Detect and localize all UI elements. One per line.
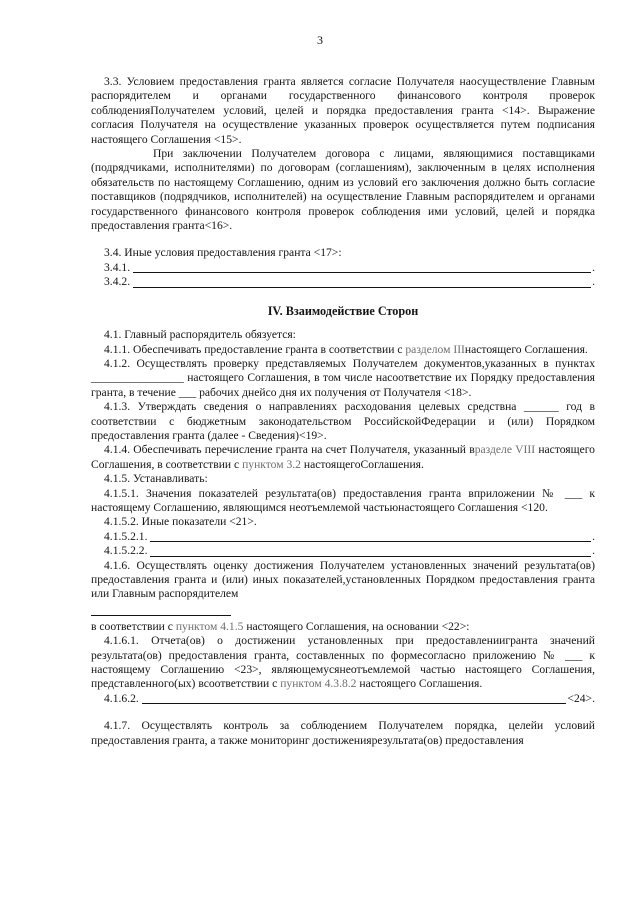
clause-3-3-continuation: При заключении Получателем договора с лицами, являющимися поставщиками (подрядчиками, исполнителями) по договорам (соглашениям), заключенным в целях исполнения обязательств по настоящему Соглашению, одним из условий его заключения должно быть согласие поставщиков (подрядчиков, исполнителей) на осуществление Главным распорядителем и органами государственного финансового контроля проверок соблюдения ими условий, целей и порядка предоставления гранта<16>. [91, 147, 595, 233]
fill-line [133, 261, 591, 273]
clause-4-1-5-2-1: 4.1.5.2.1. . [104, 529, 595, 543]
fill-line [142, 692, 567, 704]
clause-3-4-2: 3.4.2. . [104, 275, 595, 289]
reference-link[interactable]: пунктом 4.1.5 [175, 619, 244, 633]
clause-3-4: 3.4. Иные условия предоставления гранта <17>: [104, 246, 342, 260]
clause-4-1-5: 4.1.5. Устанавливать: [104, 472, 208, 486]
clause-4-1-3: 4.1.3. Утверждать сведения о направлениях расходования целевых средствна ______ год в соответствии с бюджетным законодательством РоссийскойФедерации и (или) Порядком предоставления гранта (далее - Сведения)<19>. [91, 400, 595, 442]
clause-4-1-6-2: 4.1.6.2. <24>. [104, 691, 595, 705]
clause-4-1-4: 4.1.4. Обеспечивать перечисление гранта на счет Получателя, указанный вразделе VIII настоящего Соглашения, в соответствии с пунктом 3.2 настоящегоСоглашения. [91, 443, 595, 471]
clause-4-1-1: 4.1.1. Обеспечивать предоставление гранта в соответствии с разделом IIIнастоящего Соглашения. [104, 342, 588, 356]
document-body [91, 75, 595, 748]
footnote-separator [91, 615, 231, 616]
fill-line [133, 276, 591, 288]
clause-4-1-2: 4.1.2. Осуществлять проверку представляемых Получателем документов,указанных в пунктах ________________ настоящего Соглашения, в том числе насоответствие их Порядку предоставления гранта, в течение ___ рабочих днейсо дня их получения от Получателя <18>. [91, 356, 595, 399]
reference-link[interactable]: пунктом 3.2 [242, 457, 301, 471]
clause-4-1-5-2: 4.1.5.2. Иные показатели <21>. [104, 515, 257, 529]
reference-link[interactable]: разделе VIII [474, 443, 536, 457]
clause-4-1-6: 4.1.6. Осуществлять оценку достижения Получателем установленных значений результата(ов) предоставления гранта и (или) иных показателей,установленных Порядком предоставления гранта или Главным распорядителем [91, 558, 595, 601]
clause-3-4-1: 3.4.1. . [104, 260, 595, 274]
section-heading: IV. Взаимодействие Сторон [267, 303, 419, 318]
clause-4-1-6-1: 4.1.6.1. Отчета(ов) о достижении установленных при предоставлениигранта значений результата(ов) предоставления гранта, составленных по формесогласно приложению № ___ к настоящему Соглашению <23>, являющемусянеотъемлемой частью настоящего Соглашения, представленного(ых) всоответствии с пунктом 4.3.8.2 настоящего Соглашения. [91, 634, 595, 691]
clause-4-1-6-continuation: в соответствии с пунктом 4.1.5 настоящего Соглашения, на основании <22>: [91, 619, 470, 633]
clause-4-1-7: 4.1.7. Осуществлять контроль за соблюдением Получателем порядка, целейи условий предоставления гранта, а также мониторинг достижениярезультата(ов) предоставления [91, 719, 595, 747]
fill-line [150, 530, 591, 542]
clause-4-1-5-2-2: 4.1.5.2.2. . [104, 544, 595, 558]
page-number: 3 [317, 33, 323, 47]
clause-4-1-5-1: 4.1.5.1. Значения показателей результата(ов) предоставления гранта вприложении № ___ к настоящему Соглашению, являющимся неотъемлемой частьюнастоящего Соглашения <120. [91, 486, 595, 514]
fill-line [150, 545, 591, 557]
reference-link[interactable]: пунктом 4.3.8.2 [280, 677, 357, 691]
reference-link[interactable]: разделом III [405, 342, 465, 356]
clause-3-3: 3.3. Условием предоставления гранта является согласие Получателя наосуществление Главным распорядителем и органами государственного финансового контроля проверок соблюденияПолучателем условий, целей и порядка предоставления гранта <14>. Выражение согласия Получателя на осуществление указанных проверок осуществляется путем подписания настоящего Соглашения <15>. [91, 75, 595, 146]
clause-4-1: 4.1. Главный распорядитель обязуется: [104, 328, 296, 342]
